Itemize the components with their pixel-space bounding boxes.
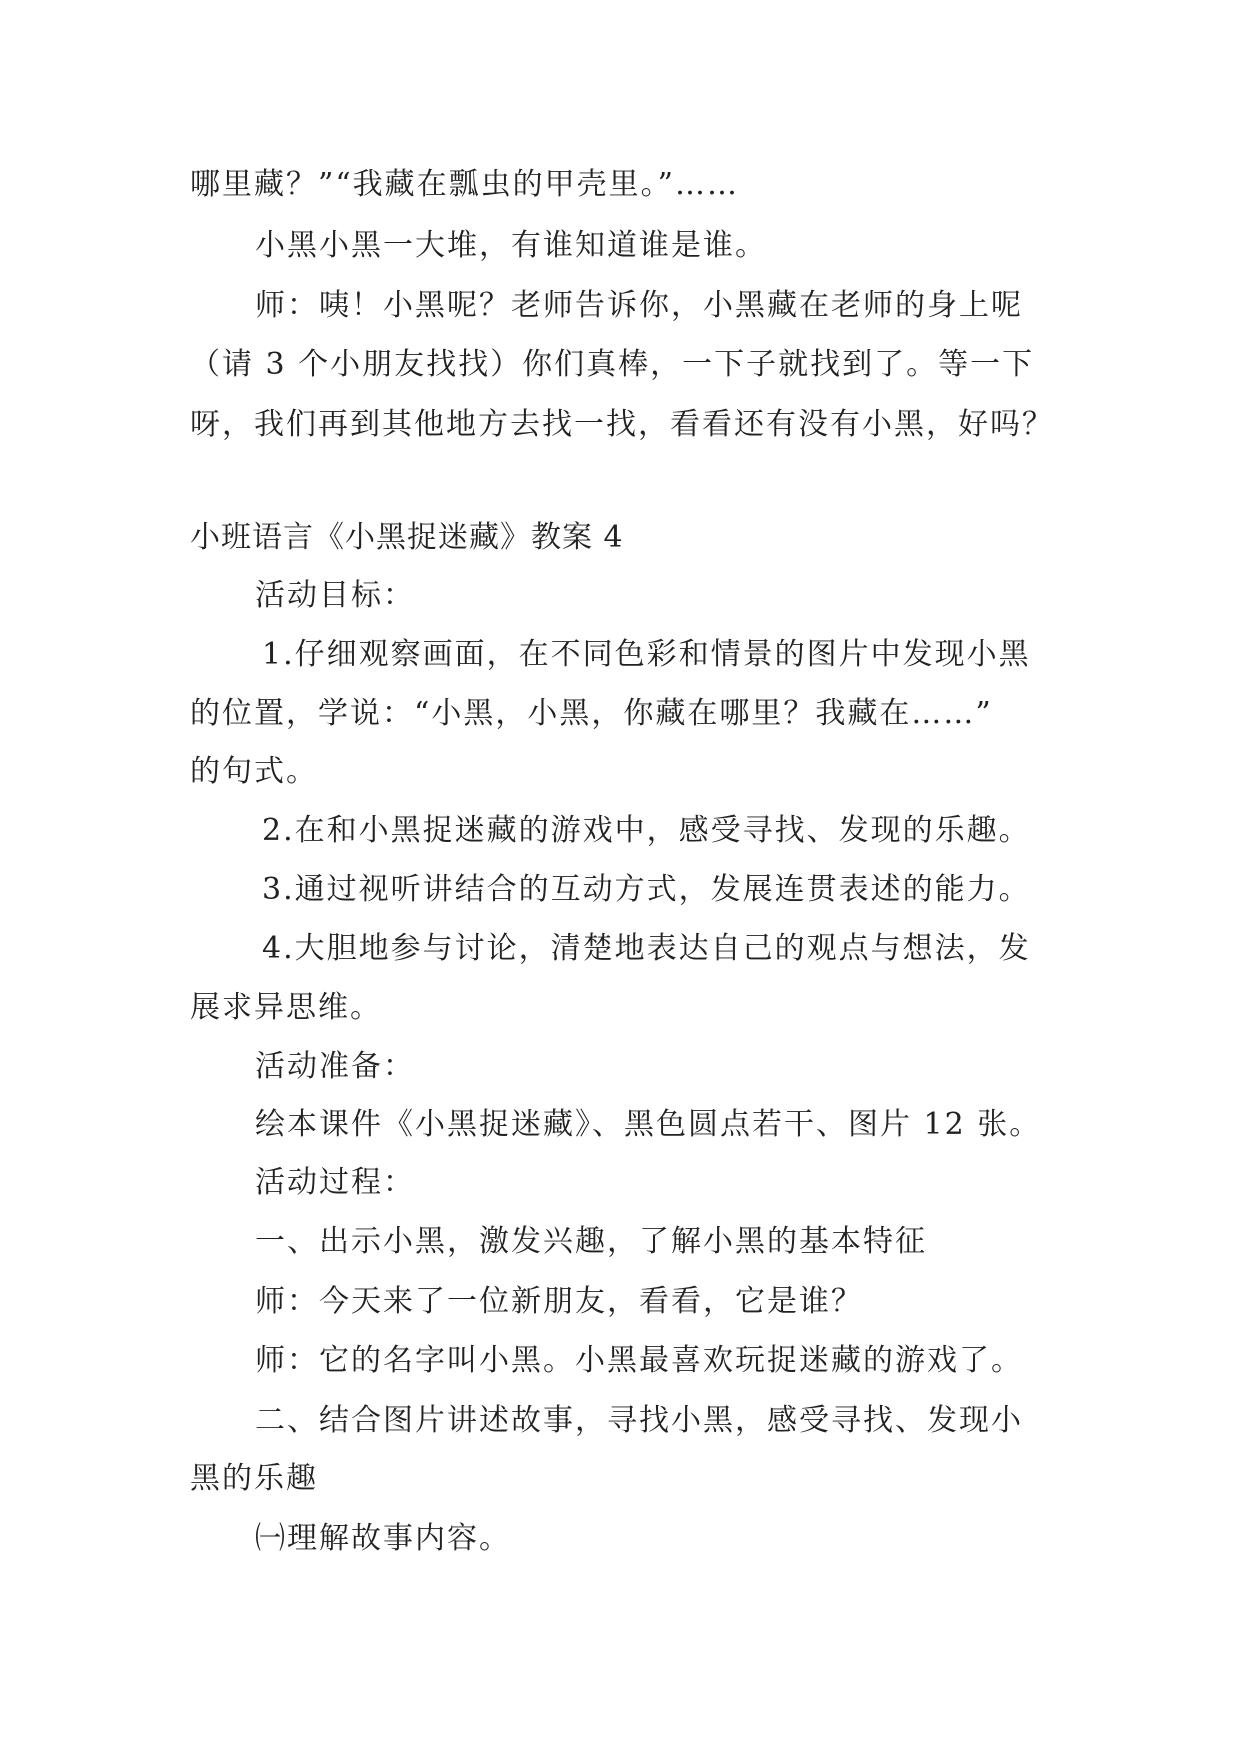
text-line: 绘本课件《小黑捉迷藏》、黑色圆点若干、图片 12 张。 [255,1107,1042,1142]
text-line: 师：它的名字叫小黑。小黑最喜欢玩捉迷藏的游戏了。 [255,1343,1023,1378]
text-line: 呀，我们再到其他地方去找一找，看看还有没有小黑，好吗？ [190,407,1054,442]
text-line: 活动准备： [255,1049,415,1084]
text-line: 活动过程： [255,1165,415,1200]
text-line: 2.在和小黑捉迷藏的游戏中，感受寻找、发现的乐趣。 [262,813,1031,848]
text-line: 4.大胆地参与讨论，清楚地表达自己的观点与想法，发 [262,931,1031,966]
text-line: 黑的乐趣 [190,1461,318,1496]
text-line: 小黑小黑一大堆，有谁知道谁是谁。 [255,228,767,263]
text-line: 哪里藏？”“我藏在瓢虫的甲壳里。”…… [190,167,740,202]
text-line: 一、出示小黑，激发兴趣，了解小黑的基本特征 [255,1224,927,1259]
text-line: 的句式。 [190,754,318,789]
text-line: 的位置，学说：“小黑，小黑，你藏在哪里？我藏在……” [190,696,993,731]
text-line: 3.通过视听讲结合的互动方式，发展连贯表述的能力。 [262,872,1031,907]
text-line: 展求异思维。 [190,990,382,1025]
text-line: 二、结合图片讲述故事，寻找小黑，感受寻找、发现小 [255,1403,1023,1438]
text-line: 1.仔细观察画面，在不同色彩和情景的图片中发现小黑 [262,637,1031,672]
text-line: （请 3 个小朋友找找）你们真棒，一下子就找到了。等一下 [190,347,1035,382]
text-line: 活动目标： [255,578,415,613]
text-line: 师：今天来了一位新朋友，看看，它是谁？ [255,1284,863,1319]
text-line: 师：咦！小黑呢？老师告诉你，小黑藏在老师的身上呢 [255,288,1023,323]
section-title: 小班语言《小黑捉迷藏》教案 4 [190,520,624,555]
text-line: ㈠理解故事内容。 [255,1521,511,1556]
